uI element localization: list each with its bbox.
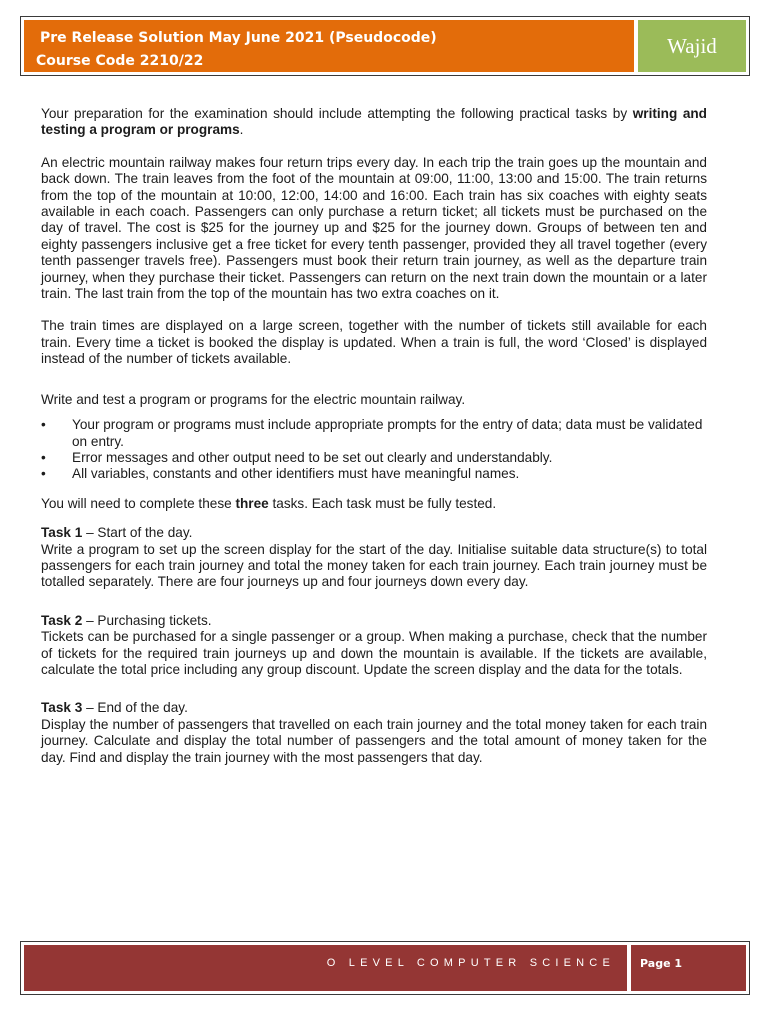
task-1-heading bbox=[41, 525, 707, 541]
subject-label: O LEVEL COMPUTER SCIENCE bbox=[326, 957, 615, 969]
author-name: Wajid bbox=[638, 20, 746, 72]
display-paragraph: The train times are displayed on a large screen, together with the number of tickets still available for each train. Every time a ticket is booked the display is updated. When a train is full, the word ‘Closed’ is displayed instead of the number of tickets available. bbox=[41, 318, 707, 367]
page-number: Page 1 bbox=[640, 957, 683, 970]
instruction-paragraph: Write and test a program or programs for the electric mountain railway. bbox=[41, 391, 466, 407]
task-2-body: Tickets can be purchased for a single passenger or a group. When making a purchase, check that the number of tickets for the required train journeys up and down the mountain is available. If the tickets are available, calculate the total price including any group discount. Update the screen display and the data for the totals. bbox=[41, 629, 707, 677]
tasks-intro-end: tasks. Each task must be fully tested. bbox=[268, 495, 497, 511]
intro-end: . bbox=[239, 122, 244, 138]
tasks-intro-paragraph bbox=[41, 496, 707, 512]
header-title-block bbox=[24, 20, 634, 72]
task-3-body: Display the number of passengers that travelled on each train journey and the total money taken for each train journey. Calculate and display the total number of passengers and the total amount of money taken for the day. Find and display the train journey with the most passengers that day. bbox=[41, 716, 707, 765]
bullet-icon: • bbox=[41, 466, 46, 482]
requirements-list bbox=[41, 417, 707, 483]
page-number-block bbox=[631, 945, 746, 991]
task-title: – End of the day. bbox=[82, 700, 188, 716]
bullet-icon: • bbox=[41, 449, 46, 465]
requirement-text: All variables, constants and other identifiers must have meaningful names. bbox=[72, 466, 520, 482]
task-label: Task 2 bbox=[41, 612, 83, 628]
footer-subject-block bbox=[24, 945, 627, 991]
task-3-heading bbox=[41, 700, 707, 716]
requirement-text: Error messages and other output need to be set out clearly and understandably. bbox=[72, 449, 553, 465]
document-body bbox=[41, 106, 707, 766]
list-item bbox=[41, 466, 707, 482]
task-label: Task 3 bbox=[41, 700, 83, 716]
intro-text: Your preparation for the examination should include attempting the following practical tasks by bbox=[41, 106, 633, 121]
requirement-text: Your program or programs must include appropriate prompts for the entry of data; data must be validated on entry. bbox=[72, 417, 703, 449]
task-1-body: Write a program to set up the screen display for the start of the day. Initialise suitable data structure(s) to total passengers for each train journey and total the money taken for each train journey. Each train journey must be totalled separately. There are four journeys up and four journeys down every day. bbox=[41, 541, 707, 590]
header-title: Pre Release Solution May June 2021 (Pseudocode) bbox=[40, 30, 437, 46]
page-header bbox=[20, 16, 750, 76]
task-label: Task 1 bbox=[41, 525, 83, 541]
course-code: Course Code 2210/22 bbox=[36, 53, 204, 69]
task-title: – Purchasing tickets. bbox=[82, 612, 212, 628]
scenario-paragraph: An electric mountain railway makes four return trips every day. In each trip the train goes up the mountain and back down. The train leaves from the foot of the mountain at 09:00, 11:00, 13:00 and 15:00. The train returns from the top of the mountain at 10:00, 12:00, 14:00 and 16:00. Each train has six coaches with eighty seats available in each coach. Passengers can only purchase a return ticket; all tickets must be purchased on the day of travel. The cost is $25 for the journey up and $25 for the journey down. Groups of between ten and eighty passengers inclusive get a free ticket for every tenth passenger, provided they all travel together (every tenth passenger travels free). Passengers must book their return train journey, as well as the departure train journey, when they purchase their ticket. Passengers can return on the next train down the mountain or a later train. The last train from the top of the mountain has two extra coaches on it. bbox=[41, 154, 707, 302]
bullet-icon: • bbox=[41, 417, 46, 433]
tasks-count: three bbox=[235, 495, 269, 511]
intro-paragraph bbox=[41, 106, 707, 139]
intro-bold-text: writing and testing a program or programs bbox=[41, 106, 707, 138]
tasks-intro-text: You will need to complete these bbox=[41, 495, 236, 511]
page-footer bbox=[20, 941, 750, 995]
task-2-heading bbox=[41, 613, 707, 629]
list-item bbox=[41, 417, 707, 450]
task-title: – Start of the day. bbox=[82, 525, 193, 541]
list-item bbox=[41, 450, 707, 466]
